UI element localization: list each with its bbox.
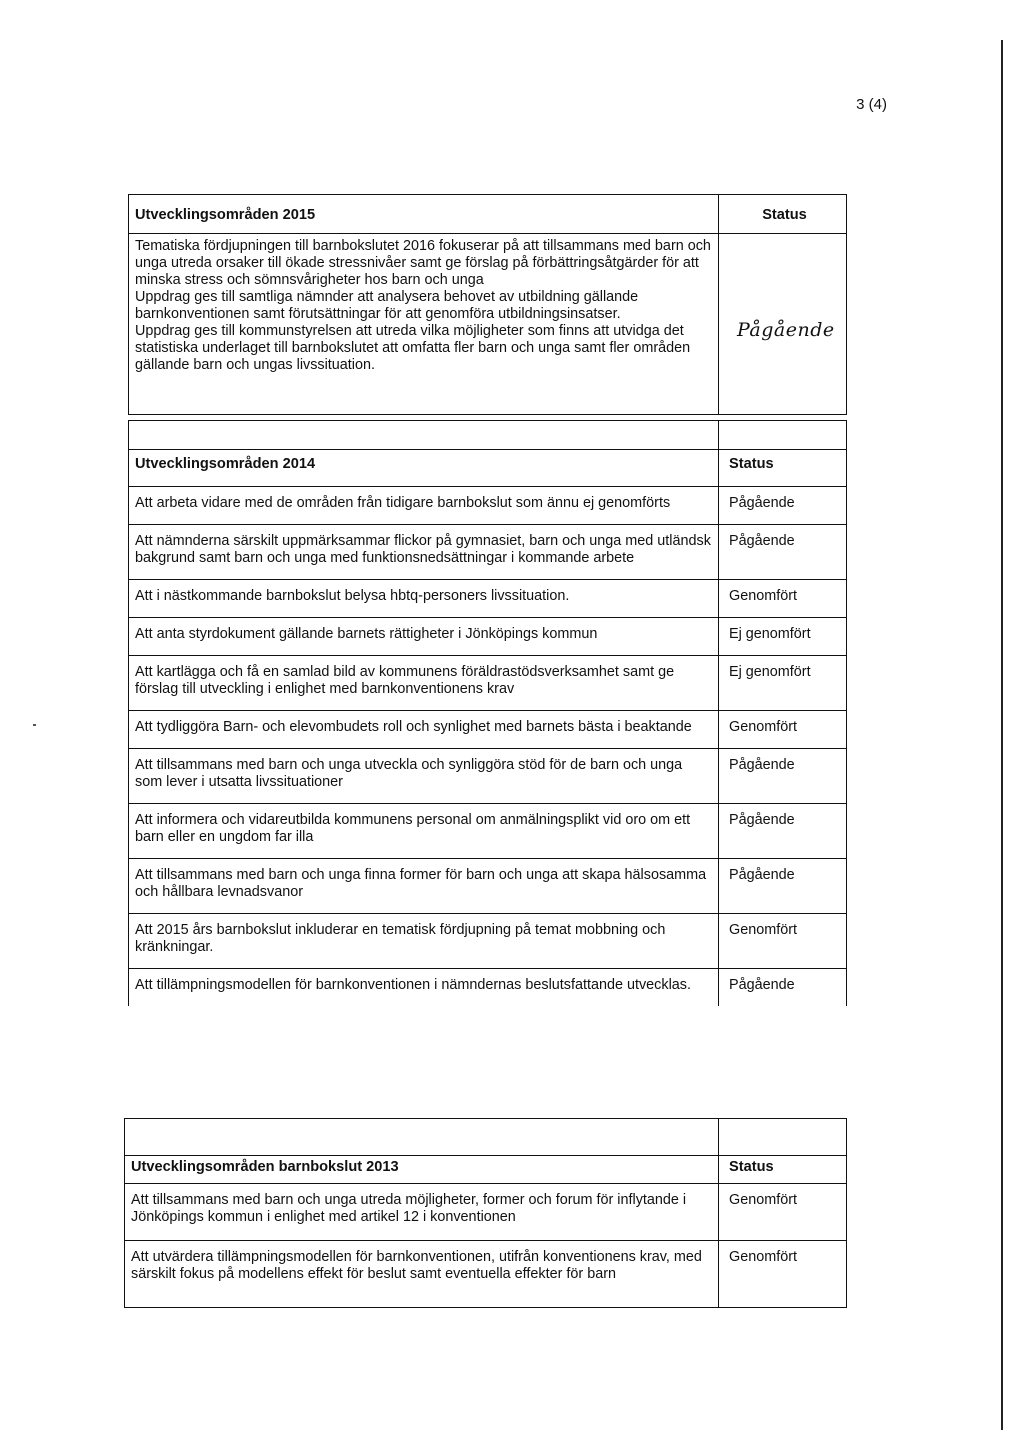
row-text: Att anta styrdokument gällande barnets rättigheter i Jönköpings kommun: [129, 618, 719, 656]
table-row: [129, 618, 847, 656]
row-text: Att arbeta vidare med de områden från tidigare barnbokslut som ännu ej genomförts: [129, 487, 719, 525]
table-2015-header: [129, 195, 847, 234]
table-2014-header: [129, 450, 847, 487]
status-heading-2013: Status: [729, 1159, 774, 1175]
row-status: Pågående: [729, 495, 795, 511]
row-status: Pågående: [729, 977, 795, 993]
table-row: [129, 969, 847, 1006]
table-row: [125, 1184, 847, 1241]
table-2015-body: [129, 234, 847, 415]
table-2013: [124, 1118, 847, 1308]
row-status: Genomfört: [729, 922, 797, 938]
row-status: Genomfört: [729, 719, 797, 735]
paragraph-2015-2: Uppdrag ges till samtliga nämnder att analysera behovet av utbildning gällande barnkonventionen samt förutsättningar för att genomföra utbildningsinsatser.: [135, 289, 639, 322]
page-number: 3 (4): [856, 96, 887, 113]
table-2013-header: [125, 1156, 847, 1184]
table-2014: [128, 420, 847, 1006]
row-text: Att kartlägga och få en samlad bild av kommunens föräldrastödsverksamhet samt ge förslag till utveckling i enlighet med barnkonventionens krav: [129, 656, 719, 711]
status-heading-2014: Status: [729, 456, 774, 472]
table-row: [129, 656, 847, 711]
table-row: [129, 914, 847, 969]
row-text: Att tillsammans med barn och unga utreda möjligheter, former och forum för inflytande i Jönköpings kommun i enlighet med artikel 12 i konventionen: [125, 1184, 719, 1241]
table-row: [129, 711, 847, 749]
status-heading-2015: Status: [762, 206, 807, 223]
scan-speck: [33, 724, 36, 726]
row-text: Att tillsammans med barn och unga finna former för barn och unga att skapa hälsosamma och hållbara levnadsvanor: [129, 859, 719, 914]
row-text: Att tillsammans med barn och unga utveckla och synliggöra stöd för de barn och unga som lever i utsatta livssituationer: [129, 749, 719, 804]
table-row: [129, 804, 847, 859]
row-status: Pågående: [729, 867, 795, 883]
row-text: Att informera och vidareutbilda kommunens personal om anmälningsplikt vid oro om ett barn eller en ungdom far illa: [129, 804, 719, 859]
row-text: Att tillämpningsmodellen för barnkonventionen i nämndernas beslutsfattande utvecklas.: [129, 969, 719, 1006]
row-status: Pågående: [729, 812, 795, 828]
table-row: [125, 1241, 847, 1308]
heading-2013: Utvecklingsområden barnbokslut 2013: [125, 1156, 719, 1184]
page-edge-rule: [1001, 40, 1003, 1430]
table-row: [129, 525, 847, 580]
table-row: [129, 580, 847, 618]
table-2015: [128, 194, 847, 415]
table-row: [129, 487, 847, 525]
table-row: [129, 859, 847, 914]
heading-2015: Utvecklingsområden 2015: [129, 195, 719, 234]
row-status: Genomfört: [729, 1192, 797, 1208]
heading-2014: Utvecklingsområden 2014: [129, 450, 719, 487]
row-status: Pågående: [729, 533, 795, 549]
row-text: Att tydliggöra Barn- och elevombudets roll och synlighet med barnets bästa i beaktande: [129, 711, 719, 749]
row-text: Att 2015 års barnbokslut inkluderar en tematisk fördjupning på temat mobbning och kränkningar.: [129, 914, 719, 969]
row-text: Att i nästkommande barnbokslut belysa hbtq-personers livssituation.: [129, 580, 719, 618]
paragraph-2015-1: Tematiska fördjupningen till barnbokslutet 2016 fokuserar på att tillsammans med barn och unga utreda orsaker till ökade stressnivåer samt ge förslag på förbättringsåtgärder för att minska stress och sömnsvårigheter hos barn och unga: [135, 238, 711, 288]
row-status: Ej genomfört: [729, 626, 811, 642]
paragraph-2015-3: Uppdrag ges till kommunstyrelsen att utreda vilka möjligheter som finns att utvidga det statistiska underlaget till barnbokslutet att omfatta fler barn och unga samt fler områden gällande barn och ungas livssituation.: [135, 323, 691, 373]
handwritten-status: Pågående: [737, 319, 835, 341]
row-text: Att nämnderna särskilt uppmärksammar flickor på gymnasiet, barn och unga med utländsk bakgrund samt barn och unga med funktionsnedsättningar i kommande arbete: [129, 525, 719, 580]
table-row: [129, 749, 847, 804]
row-status: Genomfört: [729, 588, 797, 604]
status-cell-2015: [719, 234, 847, 415]
row-status: Genomfört: [729, 1249, 797, 1265]
row-status: Pågående: [729, 757, 795, 773]
text-cell-2015: [129, 234, 719, 415]
row-text: Att utvärdera tillämpningsmodellen för barnkonventionen, utifrån konventionens krav, med särskilt fokus på modellens effekt för beslut samt eventuella effekter för barn: [125, 1241, 719, 1308]
row-status: Ej genomfört: [729, 664, 811, 680]
